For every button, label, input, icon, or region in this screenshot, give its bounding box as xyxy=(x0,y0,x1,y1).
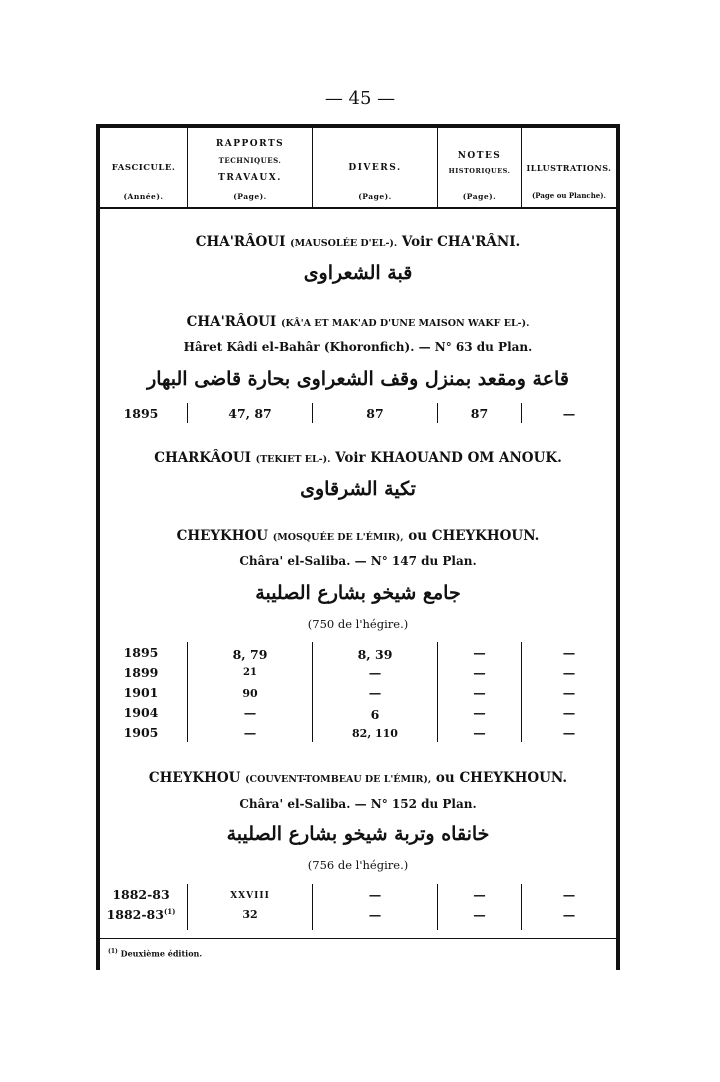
entry4-location: Châra' el-Saliba. — N° 147 du Plan. xyxy=(239,554,477,568)
header-divers: DIVERS. xyxy=(348,163,402,173)
entry1-title: CHA'RÂOUI (MAUSOLÉE D'EL-). Voir CHA'RÂNI. xyxy=(195,234,521,250)
entry4-title: CHEYKHOU (MOSQUÉE DE L'ÉMIR), ou CHEYKHOUN. xyxy=(176,528,540,544)
entry5-location: Châra' el-Saliba. — N° 152 du Plan. xyxy=(239,797,477,811)
entry4-hegire: (750 de l'hégire.) xyxy=(307,617,409,631)
header-illustrations-sub: (Page ou Planche). xyxy=(531,191,606,200)
header-illustrations: ILLUSTRATIONS. xyxy=(526,163,612,173)
header-fascicule-sub: (Année). xyxy=(123,192,164,201)
entry1-arabic: قبة الشعراوى xyxy=(303,262,413,284)
footnote-divider xyxy=(100,938,616,939)
header-rapports-techniques: TECHNIQUES. xyxy=(218,156,282,165)
footnote: $^{(1)}$ Deuxième édition. xyxy=(108,948,203,959)
header-rapports-sub: (Page). xyxy=(233,192,267,201)
entry5-title: CHEYKHOU (COUVENT-TOMBEAU DE L'ÉMIR), ou CHEYKHOUN. xyxy=(148,770,568,786)
header-historiques: HISTORIQUES. xyxy=(448,167,511,175)
header-notes: NOTES xyxy=(457,151,502,161)
entry2-title: CHA'RÂOUI (KÂ'A ET MAK'AD D'UNE MAISON WAKF EL-). xyxy=(186,314,530,330)
header-rapports: RAPPORTS xyxy=(215,139,285,149)
header-travaux: TRAVAUX. xyxy=(218,173,282,183)
entry3-arabic: تكية الشرقاوى xyxy=(300,478,416,500)
entry4-arabic: جامع شيخو بشارع الصليبة xyxy=(255,582,461,604)
entry2-arabic: قاعة ومقعد بمنزل وقف الشعراوى بحارة قاضى البهار xyxy=(147,368,569,390)
header-divers-sub: (Page). xyxy=(358,192,392,201)
header-divider xyxy=(96,207,620,209)
entry3-title: CHARKÂOUI (TEKIET EL-). Voir KHAOUAND OM ANOUK. xyxy=(154,450,562,466)
page-number: — 45 — xyxy=(324,88,396,109)
entry2-location: Hâret Kâdi el-Bahâr (Khoronfich). — N° 63 du Plan. xyxy=(183,340,533,354)
header-notes-sub: (Page). xyxy=(462,192,497,201)
entry5-arabic: خانقاه وتربة شيخو بشارع الصليبة xyxy=(226,823,490,845)
header-fascicule: FASCICULE. xyxy=(111,163,176,173)
entry5-hegire: (756 de l'hégire.) xyxy=(307,858,409,872)
